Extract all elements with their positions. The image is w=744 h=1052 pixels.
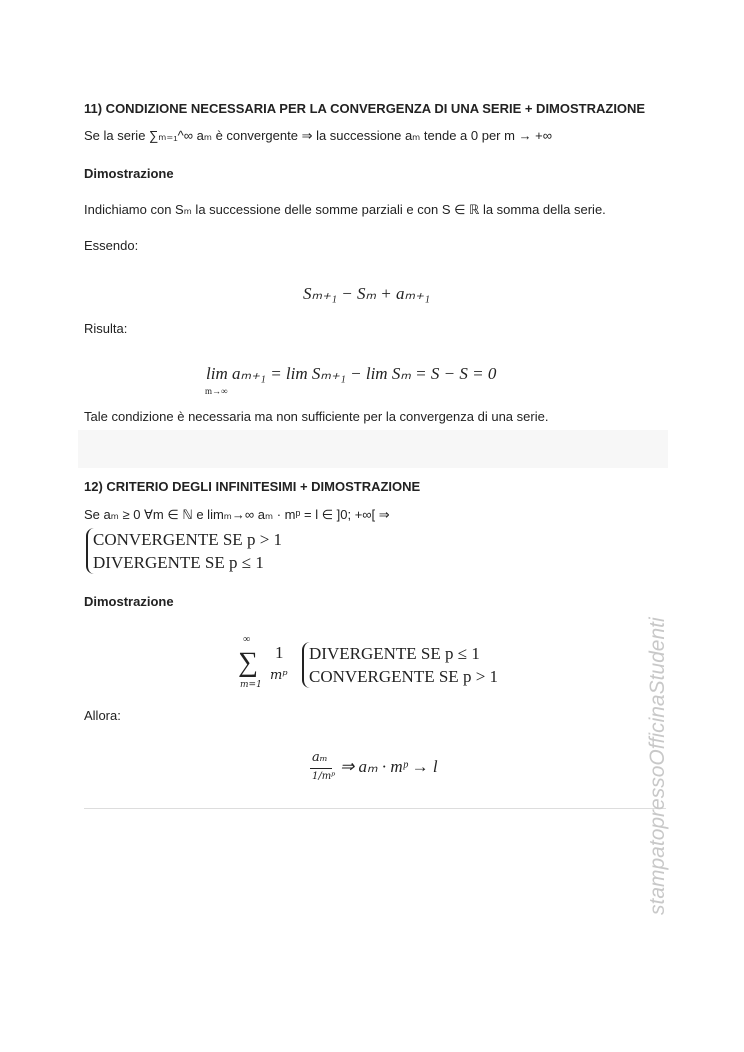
section-12-dim-heading: Dimostrazione [84,594,174,609]
equation-limit: lim aₘ₊₁ = lim Sₘ₊₁ − lim Sₘ = S − S = 0 [206,364,497,383]
section-12-title: 12) CRITERIO DEGLI INFINITESIMI + DIMOSTRAZIONE [84,479,421,494]
section-12-cases [86,528,282,574]
limit-subscript: m→∞ [205,386,228,396]
section-11-title: 11) CONDIZIONE NECESSARIA PER LA CONVERGENZA DI UNA SERIE + DIMOSTRAZIONE [84,101,646,116]
risulta-label: Risulta: [84,321,128,336]
essendo-label: Essendo: [84,238,139,253]
fraction-bar [310,768,332,769]
ratio-numerator: aₘ [312,750,328,765]
divider [84,808,666,809]
section-11-statement: Se la serie ∑ₘ₌₁^∞ aₘ è convergente ⇒ la successione aₘ tende a 0 per m → +∞ [84,128,553,143]
watermark: stampatopressoOfficinaStudenti [646,617,669,915]
ratio-denominator: 1/mᵖ [312,771,336,782]
equation-partial-sum: Sₘ₊₁ − Sₘ + aₘ₊₁ [303,284,430,303]
sum-lower: m=1 [240,680,262,690]
proof-case-convergent: CONVERGENTE SE p > 1 [309,667,499,686]
ratio-result: ⇒ aₘ · mᵖ → l [340,757,438,776]
section-11-note: Tale condizione è necessaria ma non sufficiente per la convergenza di una serie. [84,409,549,424]
frac-denominator: mᵖ [270,668,288,683]
sum-upper: ∞ [243,634,251,645]
proof-cases [302,642,498,688]
section-separator [78,430,668,468]
proof-case-divergent: DIVERGENTE SE p ≤ 1 [309,644,480,663]
section-12-statement: Se aₘ ≥ 0 ∀m ∈ ℕ e limₘ→∞ aₘ · mᵖ = l ∈ ]0; +∞[ ⇒ [84,507,390,522]
section-11-dim-heading: Dimostrazione [84,166,174,181]
case-divergent: DIVERGENTE SE p ≤ 1 [93,553,264,572]
case-convergent: CONVERGENTE SE p > 1 [93,530,283,549]
section-11-line1: Indichiamo con Sₘ la successione delle somme parziali e con S ∈ ℝ la somma della serie. [84,202,606,217]
sum-symbol: ∑ [238,647,258,678]
frac-numerator: 1 [275,643,284,662]
allora-label: Allora: [84,708,121,723]
